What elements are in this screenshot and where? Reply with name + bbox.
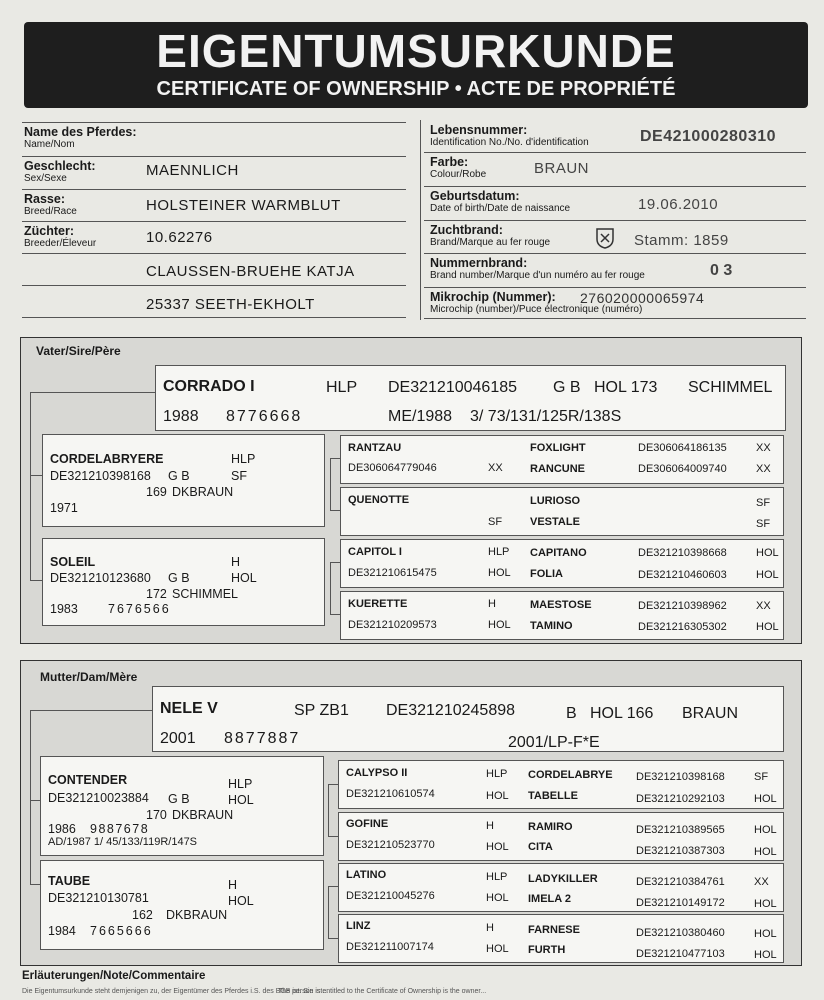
dam-sire-id: DE321210023884 xyxy=(48,791,149,805)
sire-sire-title: HLP xyxy=(231,452,256,466)
brand-label: Zuchtbrand: Brand/Marque au fer rouge xyxy=(430,223,551,248)
doc-title: EIGENTUMSURKUNDE xyxy=(156,25,676,77)
dam-dam-title: H xyxy=(228,878,238,892)
breeder-name: CLAUSSEN-BRUEHE KATJA xyxy=(146,263,355,280)
ggp-sire: LADYKILLER xyxy=(528,873,598,885)
ggp-sire-reg: XX xyxy=(756,442,771,454)
dam-sire-reg: HOL xyxy=(228,793,254,807)
ggp-sire-reg: SF xyxy=(754,771,769,783)
sire-name: CORRADO I xyxy=(163,378,255,395)
holstein-brand-icon xyxy=(594,226,616,255)
brand-value: Stamm: 1859 xyxy=(634,232,729,249)
dam-sire-title: HLP xyxy=(228,777,253,791)
ggp-dam: FOLIA xyxy=(530,568,563,580)
ggp-sire: CORDELABRYE xyxy=(528,769,613,781)
ggp-dam: TAMINO xyxy=(530,620,573,632)
microchip-value: 276020000065974 xyxy=(580,290,705,306)
ggp-dam-reg: HOL xyxy=(756,569,779,581)
ggp-dam-id: DE321210387303 xyxy=(636,845,725,857)
sex-value: MAENNLICH xyxy=(146,162,239,179)
ggp-sire-id: DE321210380460 xyxy=(636,927,725,939)
dam-dam-height: 162 xyxy=(132,908,153,922)
colour-value: BRAUN xyxy=(534,160,590,177)
gp-reg: XX xyxy=(488,462,503,474)
sire-id: DE321210046185 xyxy=(388,379,518,396)
sire-marks: 3/ 73/131/125R/138S xyxy=(470,408,622,425)
gp-id: DE321211007174 xyxy=(346,941,434,953)
gp-reg: HOL xyxy=(486,892,509,904)
dam-sire-colour: DKBRAUN xyxy=(172,808,234,822)
sire-dam-code: G B xyxy=(168,571,190,585)
ggp-sire-id: DE321210398668 xyxy=(638,547,727,559)
ggp-sire-reg: XX xyxy=(756,600,771,612)
notes-left: Die Eigentumsurkunde steht demjenigen zu, der Eigentümer des Pferdes i.S. des BGB ist. Sie ist... xyxy=(22,988,329,995)
gp-title: H xyxy=(486,820,494,832)
dam-code: B xyxy=(566,705,577,722)
ggp-sire-reg: HOL xyxy=(754,824,777,836)
dam-sire-name: CONTENDER xyxy=(48,773,128,787)
sire-sire-height: 169 xyxy=(146,485,167,499)
dam-dam-number: 7665666 xyxy=(90,924,153,938)
sire-sire-name: CORDELABRYERE xyxy=(50,452,164,466)
dam-sire-number: 9887678 xyxy=(90,822,150,836)
dam-year: 2001 xyxy=(160,730,196,747)
breed-value: HOLSTEINER WARMBLUT xyxy=(146,197,341,214)
gp-reg: HOL xyxy=(488,567,511,579)
ggp-dam-reg: HOL xyxy=(756,621,779,633)
ggp-sire: RAMIRO xyxy=(528,821,573,833)
ggp-sire-reg: HOL xyxy=(756,547,779,559)
gp-reg: HOL xyxy=(486,943,509,955)
ggp-sire-id: DE321210384761 xyxy=(636,876,725,888)
sire-performance: ME/1988 xyxy=(388,408,453,425)
sire-dam-year: 1983 xyxy=(50,602,78,616)
dam-name: NELE V xyxy=(160,700,218,717)
ggp-dam: VESTALE xyxy=(530,516,580,528)
dam-sire-code: G B xyxy=(168,792,190,806)
microchip-label: Mikrochip (Nummer): Microchip (number)/Puce électronique (numéro) xyxy=(430,290,643,315)
dam-dam-colour: DKBRAUN xyxy=(166,908,228,922)
sire-dam-number: 7676566 xyxy=(108,602,171,616)
ggp-sire: FARNESE xyxy=(528,924,580,936)
ggp-dam: IMELA 2 xyxy=(528,893,571,905)
colour-label: Farbe: Colour/Robe xyxy=(430,155,487,180)
ggp-dam-id: DE321216305302 xyxy=(638,621,727,633)
gp-title: H xyxy=(486,922,494,934)
ggp-dam-reg: HOL xyxy=(754,846,777,858)
sire-dam-height: 172 xyxy=(146,587,167,601)
dam-dam-id: DE321210130781 xyxy=(48,891,149,905)
gp-title: HLP xyxy=(488,546,510,558)
dam-title: SP ZB1 xyxy=(294,702,349,719)
ggp-sire-reg: XX xyxy=(754,876,769,888)
ggp-dam: CITA xyxy=(528,841,553,853)
dam-colour: BRAUN xyxy=(682,705,739,722)
sire-number: 8776668 xyxy=(226,408,303,425)
dob-label: Geburtsdatum: Date of birth/Date de naissance xyxy=(430,189,571,214)
ggp-sire-id: DE321210389565 xyxy=(636,824,725,836)
gp-title: HLP xyxy=(486,871,508,883)
sire-dam-name: SOLEIL xyxy=(50,555,96,569)
breed-label: Rasse: Breed/Race xyxy=(24,192,77,217)
sire-dam-title: H xyxy=(231,555,241,569)
ggp-sire: FOXLIGHT xyxy=(530,442,586,454)
breeder-value: 10.62276 xyxy=(146,229,213,246)
sire-sire-year: 1971 xyxy=(50,501,78,515)
gp-reg: HOL xyxy=(486,790,509,802)
dam-dam-year: 1984 xyxy=(48,924,76,938)
life-number-value: DE421000280310 xyxy=(640,128,777,145)
dam-dam-name: TAUBE xyxy=(48,874,91,888)
ggp-sire: MAESTOSE xyxy=(530,599,592,611)
header-banner xyxy=(24,22,808,108)
dam-performance: 2001/LP-F*E xyxy=(508,734,600,751)
ggp-dam-id: DE321210292103 xyxy=(636,793,725,805)
sire-sire-id: DE321210398168 xyxy=(50,469,151,483)
gp-name: GOFINE xyxy=(346,818,389,830)
sire-colour: SCHIMMEL xyxy=(688,379,773,396)
dam-id: DE321210245898 xyxy=(386,702,516,719)
sire-dam-reg: HOL xyxy=(231,571,257,585)
gp-name: LATINO xyxy=(346,869,387,881)
gp-id: DE321210209573 xyxy=(348,619,437,631)
ggp-sire-id: DE306064186135 xyxy=(638,442,727,454)
sire-title: HLP xyxy=(326,379,358,396)
sire-code: G B xyxy=(553,379,581,396)
ggp-dam-reg: HOL xyxy=(754,793,777,805)
gp-id: DE321210523770 xyxy=(346,839,435,851)
dam-sire-height: 170 xyxy=(146,808,167,822)
dob-value: 19.06.2010 xyxy=(638,196,719,213)
gp-name: QUENOTTE xyxy=(348,494,410,506)
ggp-dam-id: DE306064009740 xyxy=(638,463,727,475)
gp-id: DE321210045276 xyxy=(346,890,435,902)
ggp-dam-id: DE321210149172 xyxy=(636,897,725,909)
ggp-sire-reg: SF xyxy=(756,497,771,509)
gp-reg: HOL xyxy=(488,619,511,631)
gp-title: HLP xyxy=(486,768,508,780)
ggp-sire: LURIOSO xyxy=(530,495,581,507)
sire-dam-colour: SCHIMMEL xyxy=(172,587,238,601)
sex-label: Geschlecht: Sex/Sexe xyxy=(24,159,96,184)
ggp-sire-reg: HOL xyxy=(754,928,777,940)
gp-name: KUERETTE xyxy=(348,598,408,610)
dam-number: 8877887 xyxy=(224,730,301,747)
sire-dam-id: DE321210123680 xyxy=(50,571,151,585)
ggp-dam-reg: HOL xyxy=(754,898,777,910)
notes-right: The person is entitled to the Certificate of Ownership is the owner... xyxy=(278,988,487,995)
name-field: Name des Pferdes: Name/Nom xyxy=(24,125,137,150)
sire-sire-reg: SF xyxy=(231,469,247,483)
dam-reg: HOL 166 xyxy=(590,705,654,722)
sire-sire-colour: DKBRAUN xyxy=(172,485,234,499)
gp-reg: HOL xyxy=(486,841,509,853)
dam-sire-year: 1986 xyxy=(48,822,76,836)
ggp-sire-id: DE321210398962 xyxy=(638,600,727,612)
number-brand-value: 0 3 xyxy=(710,262,733,279)
ggp-dam: FURTH xyxy=(528,944,566,956)
ggp-dam: RANCUNE xyxy=(530,463,585,475)
gp-name: RANTZAU xyxy=(348,442,402,454)
dam-dam-reg: HOL xyxy=(228,894,254,908)
gp-reg: SF xyxy=(488,516,503,528)
gp-title: H xyxy=(488,598,496,610)
ggp-dam: TABELLE xyxy=(528,790,578,802)
doc-subtitle: CERTIFICATE OF OWNERSHIP • ACTE DE PROPRIÉTÉ xyxy=(156,78,676,100)
life-number-label: Lebensnummer: Identification No./No. d'identification xyxy=(430,123,589,148)
gp-name: CAPITOL I xyxy=(348,546,402,558)
ggp-dam-reg: XX xyxy=(756,463,771,475)
ggp-dam-id: DE321210477103 xyxy=(636,948,725,960)
ggp-sire: CAPITANO xyxy=(530,547,587,559)
ggp-dam-reg: SF xyxy=(756,518,771,530)
divider xyxy=(22,122,406,123)
gp-name: CALYPSO II xyxy=(346,767,408,779)
breeder-address: 25337 SEETH-EKHOLT xyxy=(146,296,315,313)
dam-sire-extra: AD/1987 1/ 45/133/119R/147S xyxy=(48,836,198,848)
sire-reg: HOL 173 xyxy=(594,379,658,396)
breeder-label: Züchter: Breeder/Éleveur xyxy=(24,224,97,249)
number-brand-label: Nummernbrand: Brand number/Marque d'un numéro au fer rouge xyxy=(430,256,645,281)
gp-id: DE321210610574 xyxy=(346,788,435,800)
sire-sire-code: G B xyxy=(168,469,190,483)
sire-year: 1988 xyxy=(163,408,199,425)
ggp-dam-id: DE321210460603 xyxy=(638,569,727,581)
notes-label: Erläuterungen/Note/Commentaire xyxy=(22,970,206,982)
dam-tab: Mutter/Dam/Mère xyxy=(40,670,138,684)
sire-tab: Vater/Sire/Père xyxy=(36,344,121,358)
ggp-dam-reg: HOL xyxy=(754,949,777,961)
ggp-sire-id: DE321210398168 xyxy=(636,771,725,783)
gp-id: DE321210615475 xyxy=(348,567,437,579)
gp-id: DE306064779046 xyxy=(348,462,437,474)
gp-name: LINZ xyxy=(346,920,371,932)
